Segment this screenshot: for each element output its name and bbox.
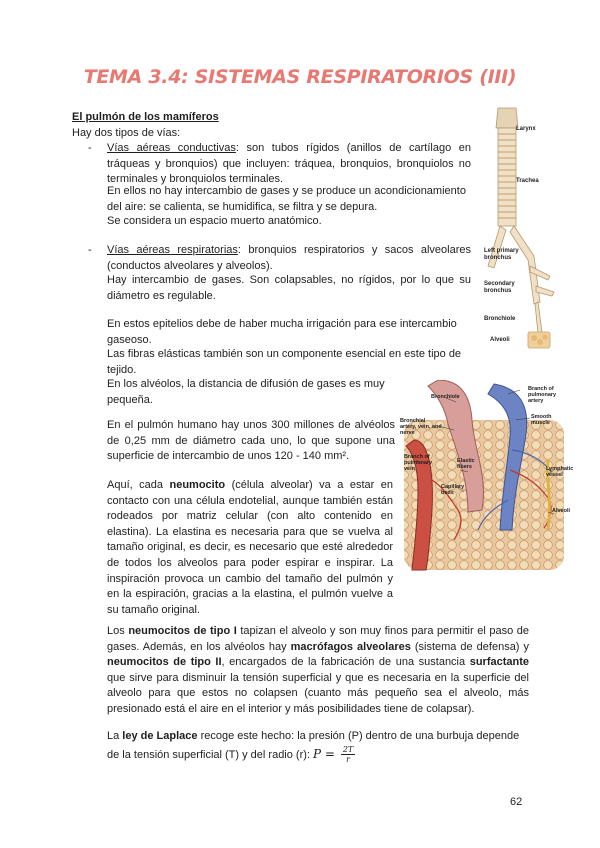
laplace-formula <box>313 745 355 764</box>
fig1-label-bronchiole: Bronchiole <box>484 316 516 322</box>
formula-denominator: r <box>346 755 350 764</box>
p-tipos-e: (sistema de defensa) y <box>410 640 529 653</box>
conductivas-line2: En ellos no hay intercambio de gases y se produce un acondicionamiento del aire: se calienta, se humidifica, se filtra y se depura. <box>107 185 466 213</box>
fig1-label-trachea: Trachea <box>516 178 539 184</box>
fig1-label-alveoli: Alveoli <box>490 337 510 343</box>
p-laplace-c: recoge este hecho: la presión (P) dentro de una burbuja depende de la tensión superficial (T) y del radio (r): <box>107 730 520 761</box>
conductivas-line3: Se considera un espacio muerto anatómico. <box>107 215 322 227</box>
term-surfactante: surfactante <box>469 656 529 669</box>
conductivas-desc: : son tubos rígidos (anillos de cartílago en tráqueas y bronquios) que incluyen: tráquea, bronquios, bronquiolos no terminales y bronquiolos terminales. <box>107 142 471 186</box>
p-fibras: Las fibras elásticas también son un componente esencial en este tipo de tejido. <box>107 348 462 376</box>
p-neumocito-a: Aquí, cada <box>107 479 170 491</box>
fig2-label-elastic-fibers: Elastic fibers <box>457 458 475 470</box>
fig2-label-bronchiole: Bronchiole <box>431 394 460 400</box>
p-tipos-c: tapizan el alveolo y son muy finos para permitir el paso de gases. Además, en los alvéolos hay <box>107 625 530 653</box>
p-tipos-g: , encargados de la fabricación de una sustancia <box>221 656 470 669</box>
p-alveolos-distancia: En los alvéolos, la distancia de difusión de gases es muy pequeña. <box>107 378 385 406</box>
fig2-label-alveoli: Alveoli <box>552 508 571 514</box>
term-respiratorias: Vías aéreas respiratorias <box>107 244 238 256</box>
respiratorias-line2: Hay intercambio de gases. Son colapsables, no rígidos, por lo que su diámetro es regulable. <box>107 274 471 302</box>
larynx-shape <box>496 108 518 128</box>
p-laplace <box>107 728 529 764</box>
respiratorias-desc: : bronquios respiratorios y sacos alveolares (conductos alveolares y alveolos). <box>107 244 472 272</box>
term-neumocitos-tipo-2: neumocitos de tipo II <box>107 656 222 669</box>
intro-text: Hay dos tipos de vías: <box>72 127 181 139</box>
term-conductivas: Vías aéreas conductivas <box>107 142 236 154</box>
p-neumocito-c: (célula alveolar) va a estar en contacto con una célula endotelial, aunque también están rodeados por matriz celular (con alto contenido en elastina). La elastina es necesaria para que se vuelva al tamaño original, es decir, es necesario que esté alrededor de todos los alveolos para poder espirar e inspirar. La inspiración provoca un cambio del tamaño del pulmón y en la espiración, gracias a la elastina, el pulmón vuelve a su tamaño original. <box>107 479 393 616</box>
term-ley-laplace: ley de Laplace <box>122 730 198 742</box>
bullet-conductivas <box>107 141 471 188</box>
fig1-label-larynx: Larynx <box>516 126 536 132</box>
p-pulmon-humano: En el pulmón humano hay unos 300 millones de alvéolos de 0,25 mm de diámetro cada uno, lo que supone una superficie de intercambio de unos 120 - 140 mm². <box>107 419 395 463</box>
formula-fraction <box>341 745 355 764</box>
trachea-shape <box>498 128 516 226</box>
formula-numerator: 2T <box>342 745 354 754</box>
p-tipos-a: Los <box>107 625 129 637</box>
fig1-label-left-bronchus: Left primary bronchus <box>484 248 519 261</box>
fig2-label-pulmonary-artery: Branch of pulmonary artery <box>528 386 557 404</box>
term-macrofagos: macrófagos alveolares <box>290 640 411 653</box>
alveoli-vessels-figure <box>398 380 574 576</box>
term-neumocitos-tipo-1: neumocitos de tipo I <box>128 625 237 637</box>
p-irrigacion: En estos epitelios debe de haber mucha irrigación para ese intercambio gaseoso. <box>107 318 457 346</box>
formula-lhs: P = <box>313 747 335 761</box>
bullet-marker: - <box>88 244 92 256</box>
fig1-label-secondary-bronchus: Secondary bronchus <box>484 281 515 294</box>
page-title: TEMA 3.4: SISTEMAS RESPIRATORIOS (III) <box>83 66 517 88</box>
bullet-marker: - <box>88 142 92 154</box>
p-laplace-a: La <box>107 730 123 742</box>
p-neumocito <box>107 478 393 618</box>
fig2-label-bronchial-artery: Bronchial artery, vein, and nerve <box>400 418 442 436</box>
page-number: 62 <box>510 796 523 808</box>
term-neumocito: neumocito <box>169 479 226 491</box>
p-tipos-neumocitos <box>107 624 529 718</box>
section-heading: El pulmón de los mamíferos <box>72 111 219 123</box>
bullet-respiratorias <box>107 243 471 274</box>
fig2-label-capillary-beds: Capillary beds <box>441 484 465 496</box>
fig2-label-pulmonary-vein: Branch of pulmonary vein <box>404 454 433 472</box>
p-tipos-i: que sirve para disminuir la tensión superficial y que es necesaria en la superficie del alveolo para que estos no colapsen (cuanto más pequeño sea el alveolo, más presionado está el aire en el interior y más posibilidades tiene de colapsar). <box>107 671 529 715</box>
fig2-label-smooth-muscle: Smooth muscle <box>531 414 552 426</box>
fig2-label-lymphatic-vessel: Lymphatic vessel <box>546 466 574 478</box>
